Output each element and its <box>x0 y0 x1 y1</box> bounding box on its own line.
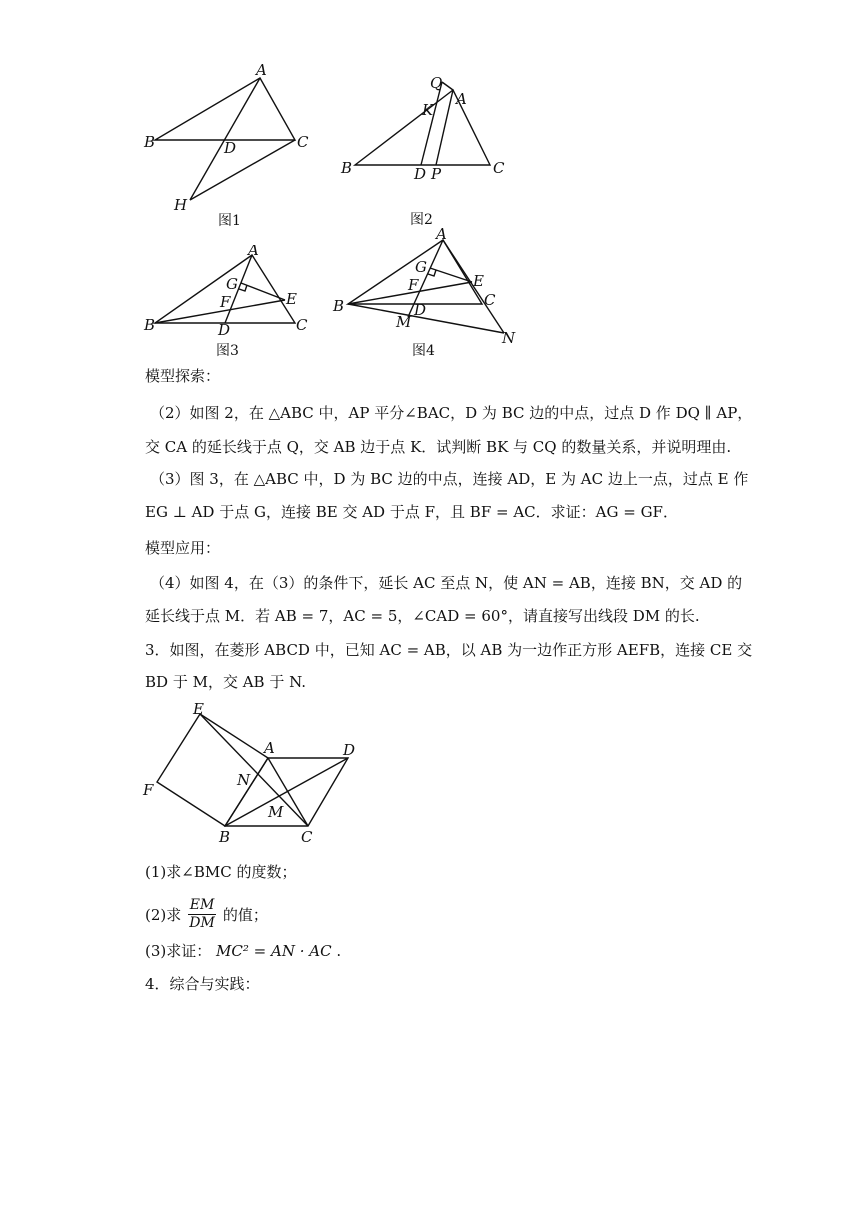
question-3-line-2: EG ⊥ AD 于点 G，连接 BE 交 AD 于点 F，且 BF = AC．求证：AG = GF． <box>145 503 678 521</box>
label-a: A <box>436 225 447 243</box>
label-n: N <box>502 329 516 347</box>
figure-rhombus-square <box>140 700 370 848</box>
triangle-abc <box>155 255 295 323</box>
label-d: D <box>343 741 356 759</box>
label-d: D <box>218 321 231 339</box>
subquestion-2-suffix: 的值； <box>222 905 268 924</box>
label-a: A <box>456 90 467 108</box>
label-f: F <box>220 293 231 311</box>
segment-ge <box>241 283 285 300</box>
figure-2 <box>338 72 513 230</box>
section-apply-heading: 模型应用： <box>145 539 221 557</box>
label-d: D <box>414 301 427 319</box>
label-e: E <box>286 290 297 308</box>
problem-4-heading: 4．综合与实践： <box>145 975 260 993</box>
fraction-numerator: EM <box>189 897 215 913</box>
label-g: G <box>226 275 238 293</box>
question-2-line-2: 交 CA 的延长线于点 Q，交 AB 边于点 K．试判断 BK 与 CQ 的数量关系，并说明理由. <box>145 438 732 456</box>
diagonal-bd <box>225 758 348 826</box>
figure-1 <box>140 60 320 230</box>
label-b: B <box>144 316 156 334</box>
label-f: F <box>143 781 154 799</box>
label-c: C <box>493 159 505 177</box>
figure-3 <box>140 245 320 360</box>
subquestion-3-prefix: (3)求证： <box>145 942 212 960</box>
question-2-line-1: （2）如图 2，在 △ABC 中，AP 平分∠BAC，D 为 BC 边的中点，过点 D 作 DQ ∥ AP， <box>150 404 753 422</box>
label-c: C <box>484 291 496 309</box>
label-b: B <box>341 159 353 177</box>
question-3-line-1: （3）图 3，在 △ABC 中，D 为 BC 边的中点，连接 AD，E 为 AC 边上一点，过点 E 作 <box>150 470 749 488</box>
triangle-abc <box>155 78 295 140</box>
label-f: F <box>408 276 419 294</box>
figure-1-caption: 图1 <box>218 213 241 229</box>
subquestion-3-suffix: . <box>336 942 342 960</box>
label-c: C <box>301 828 313 846</box>
label-p: P <box>431 165 442 183</box>
question-4-line-1: （4）如图 4，在（3）的条件下，延长 AC 至点 N，使 AN = AB，连接 BN，交 AD 的 <box>150 574 743 592</box>
label-c: C <box>296 316 308 334</box>
segment-hc <box>190 140 295 200</box>
label-n: N <box>237 771 251 789</box>
label-b: B <box>144 133 156 151</box>
figure-3-caption: 图3 <box>216 343 239 359</box>
label-b: B <box>219 828 231 846</box>
label-q: Q <box>430 74 443 92</box>
fraction-denominator: DM <box>189 915 215 931</box>
subquestion-1: (1)求∠BMC 的度数； <box>145 863 297 881</box>
label-h: H <box>174 196 188 214</box>
subquestion-2 <box>145 897 268 932</box>
fraction <box>187 897 217 932</box>
label-k: K <box>422 101 434 119</box>
problem-3-line-1: 3．如图，在菱形 ABCD 中，已知 AC = AB，以 AB 为一边作正方形 AEFB，连接 CE 交 <box>145 641 753 659</box>
label-e: E <box>473 272 484 290</box>
square-aefb <box>157 714 268 826</box>
label-m: M <box>396 313 412 331</box>
label-a: A <box>264 739 275 757</box>
label-a: A <box>248 245 259 259</box>
label-d: D <box>224 139 237 157</box>
label-m: M <box>268 803 284 821</box>
label-c: C <box>297 133 309 151</box>
label-a: A <box>256 61 267 79</box>
subquestion-3-math: MC² = AN · AC <box>216 942 332 960</box>
question-4-line-2: 延长线于点 M．若 AB = 7，AC = 5，∠CAD = 60°，请直接写出线段 DM 的长. <box>145 607 700 625</box>
label-g: G <box>415 258 427 276</box>
label-d: D <box>414 165 427 183</box>
subquestion-3 <box>145 941 341 961</box>
figure-2-caption: 图2 <box>410 212 433 228</box>
segment-qa <box>442 82 453 90</box>
subquestion-2-prefix: (2)求 <box>145 905 182 924</box>
section-explore-heading: 模型探索： <box>145 367 221 385</box>
label-b: B <box>333 297 345 315</box>
label-e: E <box>193 700 204 718</box>
figure-4-caption: 图4 <box>412 343 435 359</box>
problem-3-line-2: BD 于 M，交 AB 于 N. <box>145 673 307 691</box>
figure-4 <box>330 225 530 360</box>
